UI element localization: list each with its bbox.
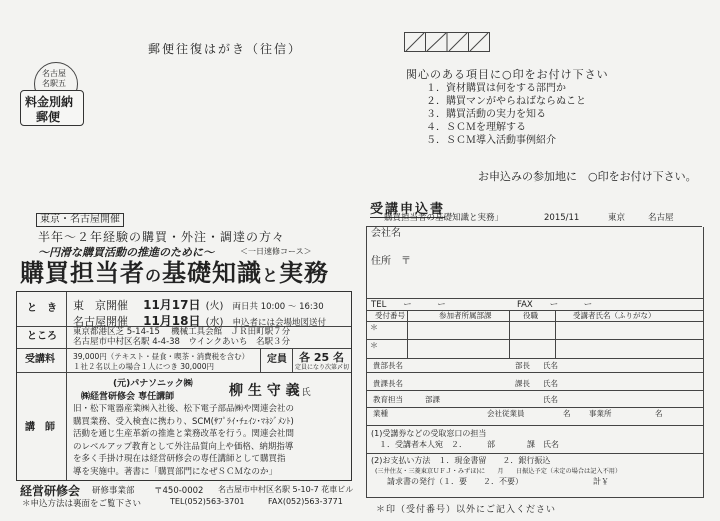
apply-note: ＊申込方法は裏面をご覧下さい (22, 499, 142, 509)
label-lecturer: 講 師 (25, 422, 55, 433)
interest-title: 関心のある項目に○印をお付け下さい (406, 68, 609, 81)
divider (367, 453, 703, 454)
employees-unit: 名 (563, 409, 571, 418)
title-to: と (262, 266, 280, 285)
venue-note: お申込みの参加地に ○印をお付け下さい。 (478, 170, 697, 183)
lecturer-bio (73, 403, 294, 478)
form-course-line (366, 214, 702, 227)
header-reception-no: 受付番号 (375, 311, 405, 320)
form-course-name: 購買担当者の基礎知識と実務」 (384, 213, 504, 223)
fee-line1: 39,000円（テキスト・昼食・喫茶・消費税を含む） (73, 352, 250, 361)
payment-title[interactable]: (2)お支払い方法 １．現金書留 ２．銀行振込 (371, 456, 551, 465)
divider (555, 310, 556, 358)
postage-line1: 料金別納 (25, 95, 74, 109)
lecturer-honorific: 氏 (301, 388, 311, 398)
place-nagoya: 名古屋市中村区名駅 4-4-38 ウインクあいち 名駅３分 (73, 337, 291, 347)
stamp-slash-boxes (404, 32, 490, 52)
contact-label: 貴部長名 (373, 361, 403, 370)
bio-line: 旧・松下電器産業㈱入社後、松下電子部品㈱や関連会社の (73, 404, 295, 414)
form-table (366, 227, 704, 498)
fax-field[interactable]: FAX ー ー (517, 300, 593, 310)
region-tag: 東京・名古屋開催 (36, 213, 124, 227)
divider (292, 348, 293, 372)
divider (367, 407, 703, 408)
header-position: 役職 (523, 311, 538, 320)
total-label: 計￥ (593, 477, 609, 486)
header-department: 参加者所属部課 (439, 311, 492, 320)
company-label: 会社名 (371, 228, 401, 239)
schedule-date: 11月18日 (143, 314, 201, 328)
postage-line2: 郵便 (36, 110, 61, 124)
contact-title: 部長 (515, 361, 530, 370)
bio-line: 導を実施中。著書に「購買部門になぜＳＣＭなのか」 (73, 466, 278, 477)
interest-item-5[interactable]: ５．ＳＣＭ導入活動事例紹介 (426, 135, 556, 146)
label-when: と き (27, 303, 57, 314)
bio-line: 購買業務、受入検査に携わり、SCM(ｻﾌﾟﾗｲ･ﾁｪｲﾝ･ﾏﾈｼﾞﾒﾝﾄ) (73, 416, 294, 427)
lecturer-org: ㈱経営研修会 専任講師 (81, 392, 175, 402)
schedule-city: 東 京開催 (73, 299, 128, 312)
schedule-dow: (火) (205, 301, 224, 312)
divider (407, 310, 408, 358)
divider (367, 390, 703, 391)
receipt-title: (1)受講券などの受取窓口の担当 (371, 429, 487, 438)
capacity-note: 定員になり次第〆切 (295, 364, 350, 371)
org-fax: FAX(052)563-3771 (268, 497, 343, 506)
contact-name: 氏名 (543, 361, 558, 370)
offices-unit: 名 (655, 409, 663, 418)
offices-label: 事業所 (589, 409, 612, 418)
divider (17, 372, 351, 373)
address-field[interactable] (419, 253, 697, 293)
audience: 半年～２年経験の購買・外注・調達の方々 (38, 230, 286, 244)
header-attendee-name: 受講者氏名（ふりがな） (573, 311, 656, 320)
seminar-title (20, 258, 329, 291)
fee-line2: １社２名以上の場合１人につき 30,000円 (73, 362, 214, 371)
form-heading: 受講申込書 (370, 198, 445, 218)
row-mark: ＊ (370, 341, 378, 350)
label-capacity: 定員 (267, 354, 287, 365)
employees-label: 会社従業員 (487, 409, 525, 418)
contact-name: 氏名 (543, 395, 558, 404)
org-address: 名古屋市中村区名駅 5-10-7 花車ビル (218, 485, 354, 494)
interest-item-2[interactable]: ２．購買マンがやらねばならぬこと (426, 96, 586, 107)
contact-title: 課長 (515, 379, 530, 388)
contact-name: 氏名 (543, 379, 558, 388)
divider (367, 372, 703, 373)
label-where: ところ (27, 331, 57, 342)
lecturer-name-text: 柳 生 守 義 (229, 383, 300, 399)
title-rest: 基礎知識 (162, 259, 263, 287)
divider (509, 310, 510, 358)
receipt-line[interactable]: １．受講者本人宛 ２． 部 課 氏名 (379, 440, 559, 449)
bio-line: 活動を通じ生産革新の推進と業務改革を行う。関連会社間 (73, 429, 295, 439)
subtitle: ～円滑な購買活動の推進のために～ (38, 246, 214, 259)
course-tag: ＜一日速修コース＞ (240, 247, 312, 256)
contact-label: 教育担当 (373, 395, 403, 404)
divider (66, 292, 67, 480)
org-zip: 〒450-0002 (154, 486, 204, 496)
interest-list (426, 82, 586, 147)
schedule-note: 両日共 10:00 ～ 16:30 (232, 302, 324, 312)
postmark-station: 名駅五 (42, 79, 66, 88)
divider (367, 425, 703, 426)
divider (367, 321, 703, 322)
bio-line: を多く手掛け現在は経営研修会の専任講師として購買指 (73, 454, 286, 464)
invoice-line[interactable]: 請求書の発行（１．要 ２．不要） (387, 477, 523, 486)
title-main: 購買担当者 (20, 259, 145, 287)
contact-title: 部課 (425, 395, 440, 404)
org-name: 経営研修会 (20, 484, 81, 498)
label-fee: 受講料 (25, 354, 55, 365)
schedule-city: 名古屋開催 (73, 315, 128, 328)
divider (367, 358, 703, 359)
city-tokyo-option[interactable]: 東京 (608, 213, 626, 223)
tel-field[interactable]: TEL ー ー (371, 300, 446, 310)
schedule-note: 申込者には会場地図送付 (232, 318, 327, 328)
contact-label: 貴課長名 (373, 379, 403, 388)
payment-banks: (三井住友・三菱東京ＵＦＪ・みずほ)に 月 日振込予定（未定の場合は記入不用） (375, 468, 622, 475)
title-no: の (145, 266, 163, 285)
interest-item-1[interactable]: １．資材購買は何をする部門か (426, 83, 566, 94)
lecturer-name (229, 380, 311, 400)
company-field[interactable] (407, 227, 697, 251)
divider (260, 348, 261, 372)
org-dept: 研修事業部 (92, 486, 135, 496)
divider (367, 339, 703, 340)
form-footer-note: ＊印（受付番号）以外にご記入ください (376, 505, 557, 515)
lecturer-company: (元)パナソニック㈱ (113, 379, 193, 389)
city-nagoya-option[interactable]: 名古屋 (648, 213, 674, 223)
postage-box (20, 90, 84, 126)
interest-item-3[interactable]: ３．購買活動の実力を知る (426, 109, 546, 120)
slash-boxes-graphic (404, 32, 490, 52)
place-tokyo: 東京都港区芝 5-14-15 機械工具会館 ＪＲ田町駅７分 (73, 327, 291, 337)
row-mark: ＊ (370, 323, 378, 332)
address-label: 住所 〒 (371, 256, 411, 267)
capacity-value: 各 25 名 (299, 351, 344, 364)
title-end: 実務 (279, 259, 330, 287)
schedule-dow: (水) (205, 317, 224, 328)
bio-line: のレベルアップ教育として外注品質向上や価格、納期指導 (73, 441, 294, 452)
form-year-month: 2015/11 (544, 213, 580, 223)
postmark-top: 名古屋 (42, 69, 66, 78)
schedule-date: 11月17日 (143, 298, 201, 312)
info-table (16, 291, 352, 481)
postcard-header: 郵便往復はがき（往信） (148, 42, 303, 56)
interest-item-4[interactable]: ４．ＳＣＭを理解する (426, 122, 526, 133)
industry-label: 業種 (373, 409, 388, 418)
org-tel: TEL(052)563-3701 (170, 497, 245, 506)
